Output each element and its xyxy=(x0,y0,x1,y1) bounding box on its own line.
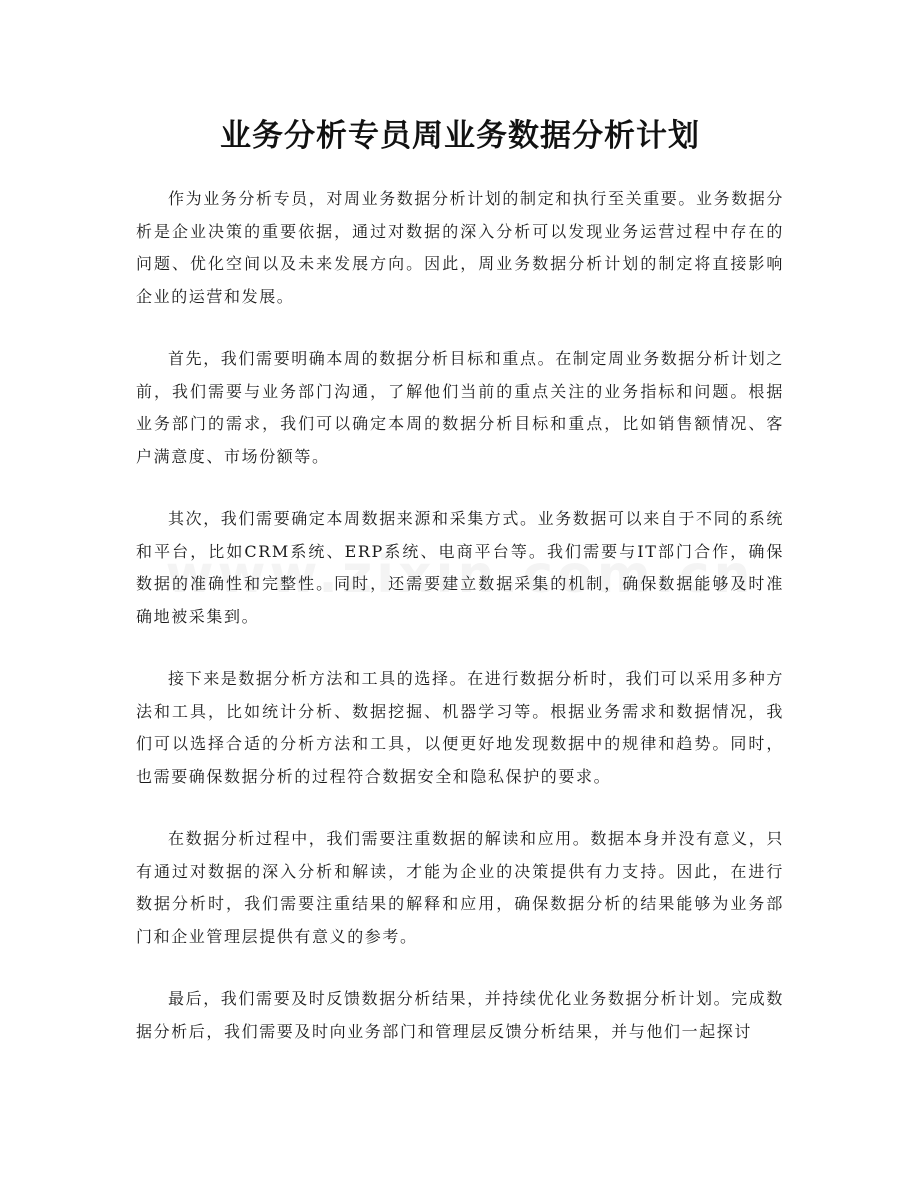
paragraph-5: 在数据分析过程中，我们需要注重数据的解读和应用。数据本身并没有意义，只有通过对数据的深入分析和解读，才能为企业的决策提供有力支持。因此，在进行数据分析时，我们需要注重结果的解释和应用，确保数据分析的结果能够为业务部门和企业管理层提供有意义的参考。 xyxy=(136,829,785,946)
paragraph-2: 首先，我们需要明确本周的数据分析目标和重点。在制定周业务数据分析计划之前，我们需要与业务部门沟通，了解他们当前的重点关注的业务指标和问题。根据业务部门的需求，我们可以确定本周的数据分析目标和重点，比如销售额情况、客户满意度、市场份额等。 xyxy=(136,349,785,466)
paragraph-1: 作为业务分析专员，对周业务数据分析计划的制定和执行至关重要。业务数据分析是企业决策的重要依据，通过对数据的深入分析可以发现业务运营过程中存在的问题、优化空间以及未来发展方向。因此，周业务数据分析计划的制定将直接影响企业的运营和发展。 xyxy=(136,189,785,306)
paragraph-6: 最后，我们需要及时反馈数据分析结果，并持续优化业务数据分析计划。完成数据分析后，我们需要及时向业务部门和管理层反馈分析结果，并与他们一起探讨 xyxy=(136,989,785,1041)
document-body xyxy=(136,183,784,1078)
document-title: 业务分析专员周业务数据分析计划 xyxy=(220,118,700,154)
paragraph-4: 接下来是数据分析方法和工具的选择。在进行数据分析时，我们可以采用多种方法和工具，比如统计分析、数据挖掘、机器学习等。根据业务需求和数据情况，我们可以选择合适的分析方法和工具，以便更好地发现数据中的规律和趋势。同时，也需要确保数据分析的过程符合数据安全和隐私保护的要求。 xyxy=(136,669,785,786)
paragraph-3: 其次，我们需要确定本周数据来源和采集方式。业务数据可以来自于不同的系统和平台，比如CRM系统、ERP系统、电商平台等。我们需要与IT部门合作，确保数据的准确性和完整性。同时，还需要建立数据采集的机制，确保数据能够及时准确地被采集到。 xyxy=(136,509,785,626)
